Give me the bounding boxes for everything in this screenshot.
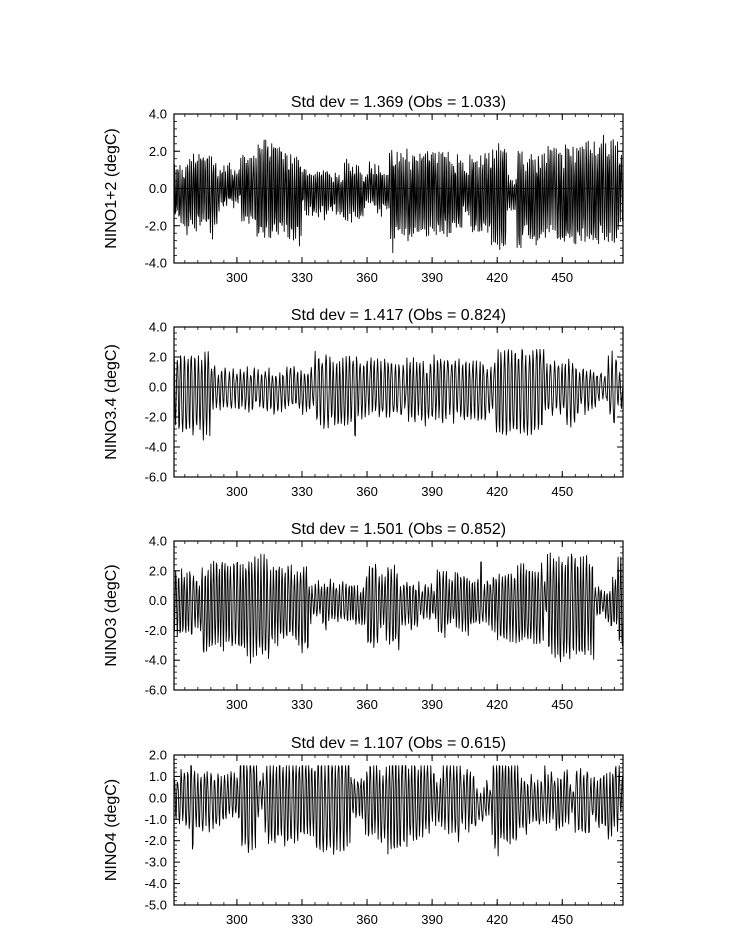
x-tick-label: 330 bbox=[291, 270, 313, 285]
series-line bbox=[174, 766, 623, 856]
chart-panel-1 bbox=[103, 94, 623, 285]
x-tick-label: 360 bbox=[356, 912, 378, 927]
y-axis-label: NINO1+2 (degC) bbox=[103, 128, 120, 249]
y-tick-label: 2.0 bbox=[148, 747, 167, 763]
x-tick-label: 390 bbox=[421, 697, 443, 712]
chart-panel-3 bbox=[103, 521, 623, 712]
chart-title: Std dev = 1.501 (Obs = 0.852) bbox=[290, 521, 507, 538]
x-tick-label: 390 bbox=[421, 912, 443, 927]
x-tick-label: 360 bbox=[356, 270, 378, 285]
y-tick-label: -1.0 bbox=[144, 811, 167, 827]
y-tick-label: 0.0 bbox=[148, 593, 167, 609]
y-tick-label: -4.0 bbox=[144, 439, 167, 455]
chart-title: Std dev = 1.417 (Obs = 0.824) bbox=[290, 307, 507, 324]
x-tick-label: 390 bbox=[421, 484, 443, 499]
y-tick-label: 1.0 bbox=[148, 768, 167, 784]
chart-panel-2 bbox=[103, 307, 623, 499]
chart-panel-4 bbox=[103, 735, 623, 927]
x-tick-label: 360 bbox=[356, 484, 378, 499]
y-axis-label: NINO3 (degC) bbox=[103, 564, 120, 667]
x-tick-label: 390 bbox=[421, 270, 443, 285]
x-tick-label: 300 bbox=[226, 912, 248, 927]
y-tick-label: 4.0 bbox=[148, 319, 167, 335]
y-tick-label: -6.0 bbox=[144, 682, 167, 698]
y-tick-label: -4.0 bbox=[144, 876, 167, 892]
series-line bbox=[174, 553, 623, 663]
y-tick-label: -4.0 bbox=[144, 652, 167, 668]
y-tick-label: -4.0 bbox=[144, 255, 167, 271]
y-tick-label: -2.0 bbox=[144, 218, 167, 234]
x-tick-label: 300 bbox=[226, 270, 248, 285]
y-tick-label: 0.0 bbox=[148, 181, 167, 196]
y-tick-label: -5.0 bbox=[144, 897, 167, 913]
series-line bbox=[174, 350, 623, 441]
y-tick-label: 0.0 bbox=[148, 790, 167, 806]
y-axis-label: NINO3.4 (degC) bbox=[103, 344, 120, 460]
y-tick-label: 4.0 bbox=[148, 106, 167, 122]
x-tick-label: 450 bbox=[551, 484, 574, 499]
x-tick-label: 420 bbox=[486, 697, 509, 712]
x-tick-label: 330 bbox=[291, 912, 313, 927]
y-axis-label: NINO4 (degC) bbox=[103, 778, 120, 882]
y-tick-label: 2.0 bbox=[148, 349, 167, 365]
x-tick-label: 420 bbox=[486, 912, 509, 927]
x-tick-label: 450 bbox=[551, 270, 574, 285]
x-tick-label: 300 bbox=[226, 484, 248, 499]
x-tick-label: 360 bbox=[356, 697, 378, 712]
y-tick-label: 2.0 bbox=[148, 563, 167, 579]
series-line bbox=[174, 135, 623, 252]
y-tick-label: 0.0 bbox=[148, 379, 167, 395]
x-tick-label: 450 bbox=[551, 912, 574, 927]
x-tick-label: 300 bbox=[226, 697, 248, 712]
x-tick-label: 450 bbox=[551, 697, 574, 712]
y-tick-label: -6.0 bbox=[144, 469, 167, 485]
x-tick-label: 330 bbox=[291, 484, 313, 499]
y-tick-label: 4.0 bbox=[148, 533, 167, 549]
y-tick-label: -3.0 bbox=[144, 854, 167, 870]
x-tick-label: 420 bbox=[486, 270, 509, 285]
y-tick-label: 2.0 bbox=[148, 143, 167, 159]
y-tick-label: -2.0 bbox=[144, 833, 167, 849]
chart-title: Std dev = 1.369 (Obs = 1.033) bbox=[290, 94, 507, 111]
y-tick-label: -2.0 bbox=[144, 409, 167, 425]
chart-title: Std dev = 1.107 (Obs = 0.615) bbox=[290, 735, 507, 752]
y-tick-label: -2.0 bbox=[144, 622, 167, 638]
x-tick-label: 330 bbox=[291, 697, 313, 712]
x-tick-label: 420 bbox=[486, 484, 509, 499]
